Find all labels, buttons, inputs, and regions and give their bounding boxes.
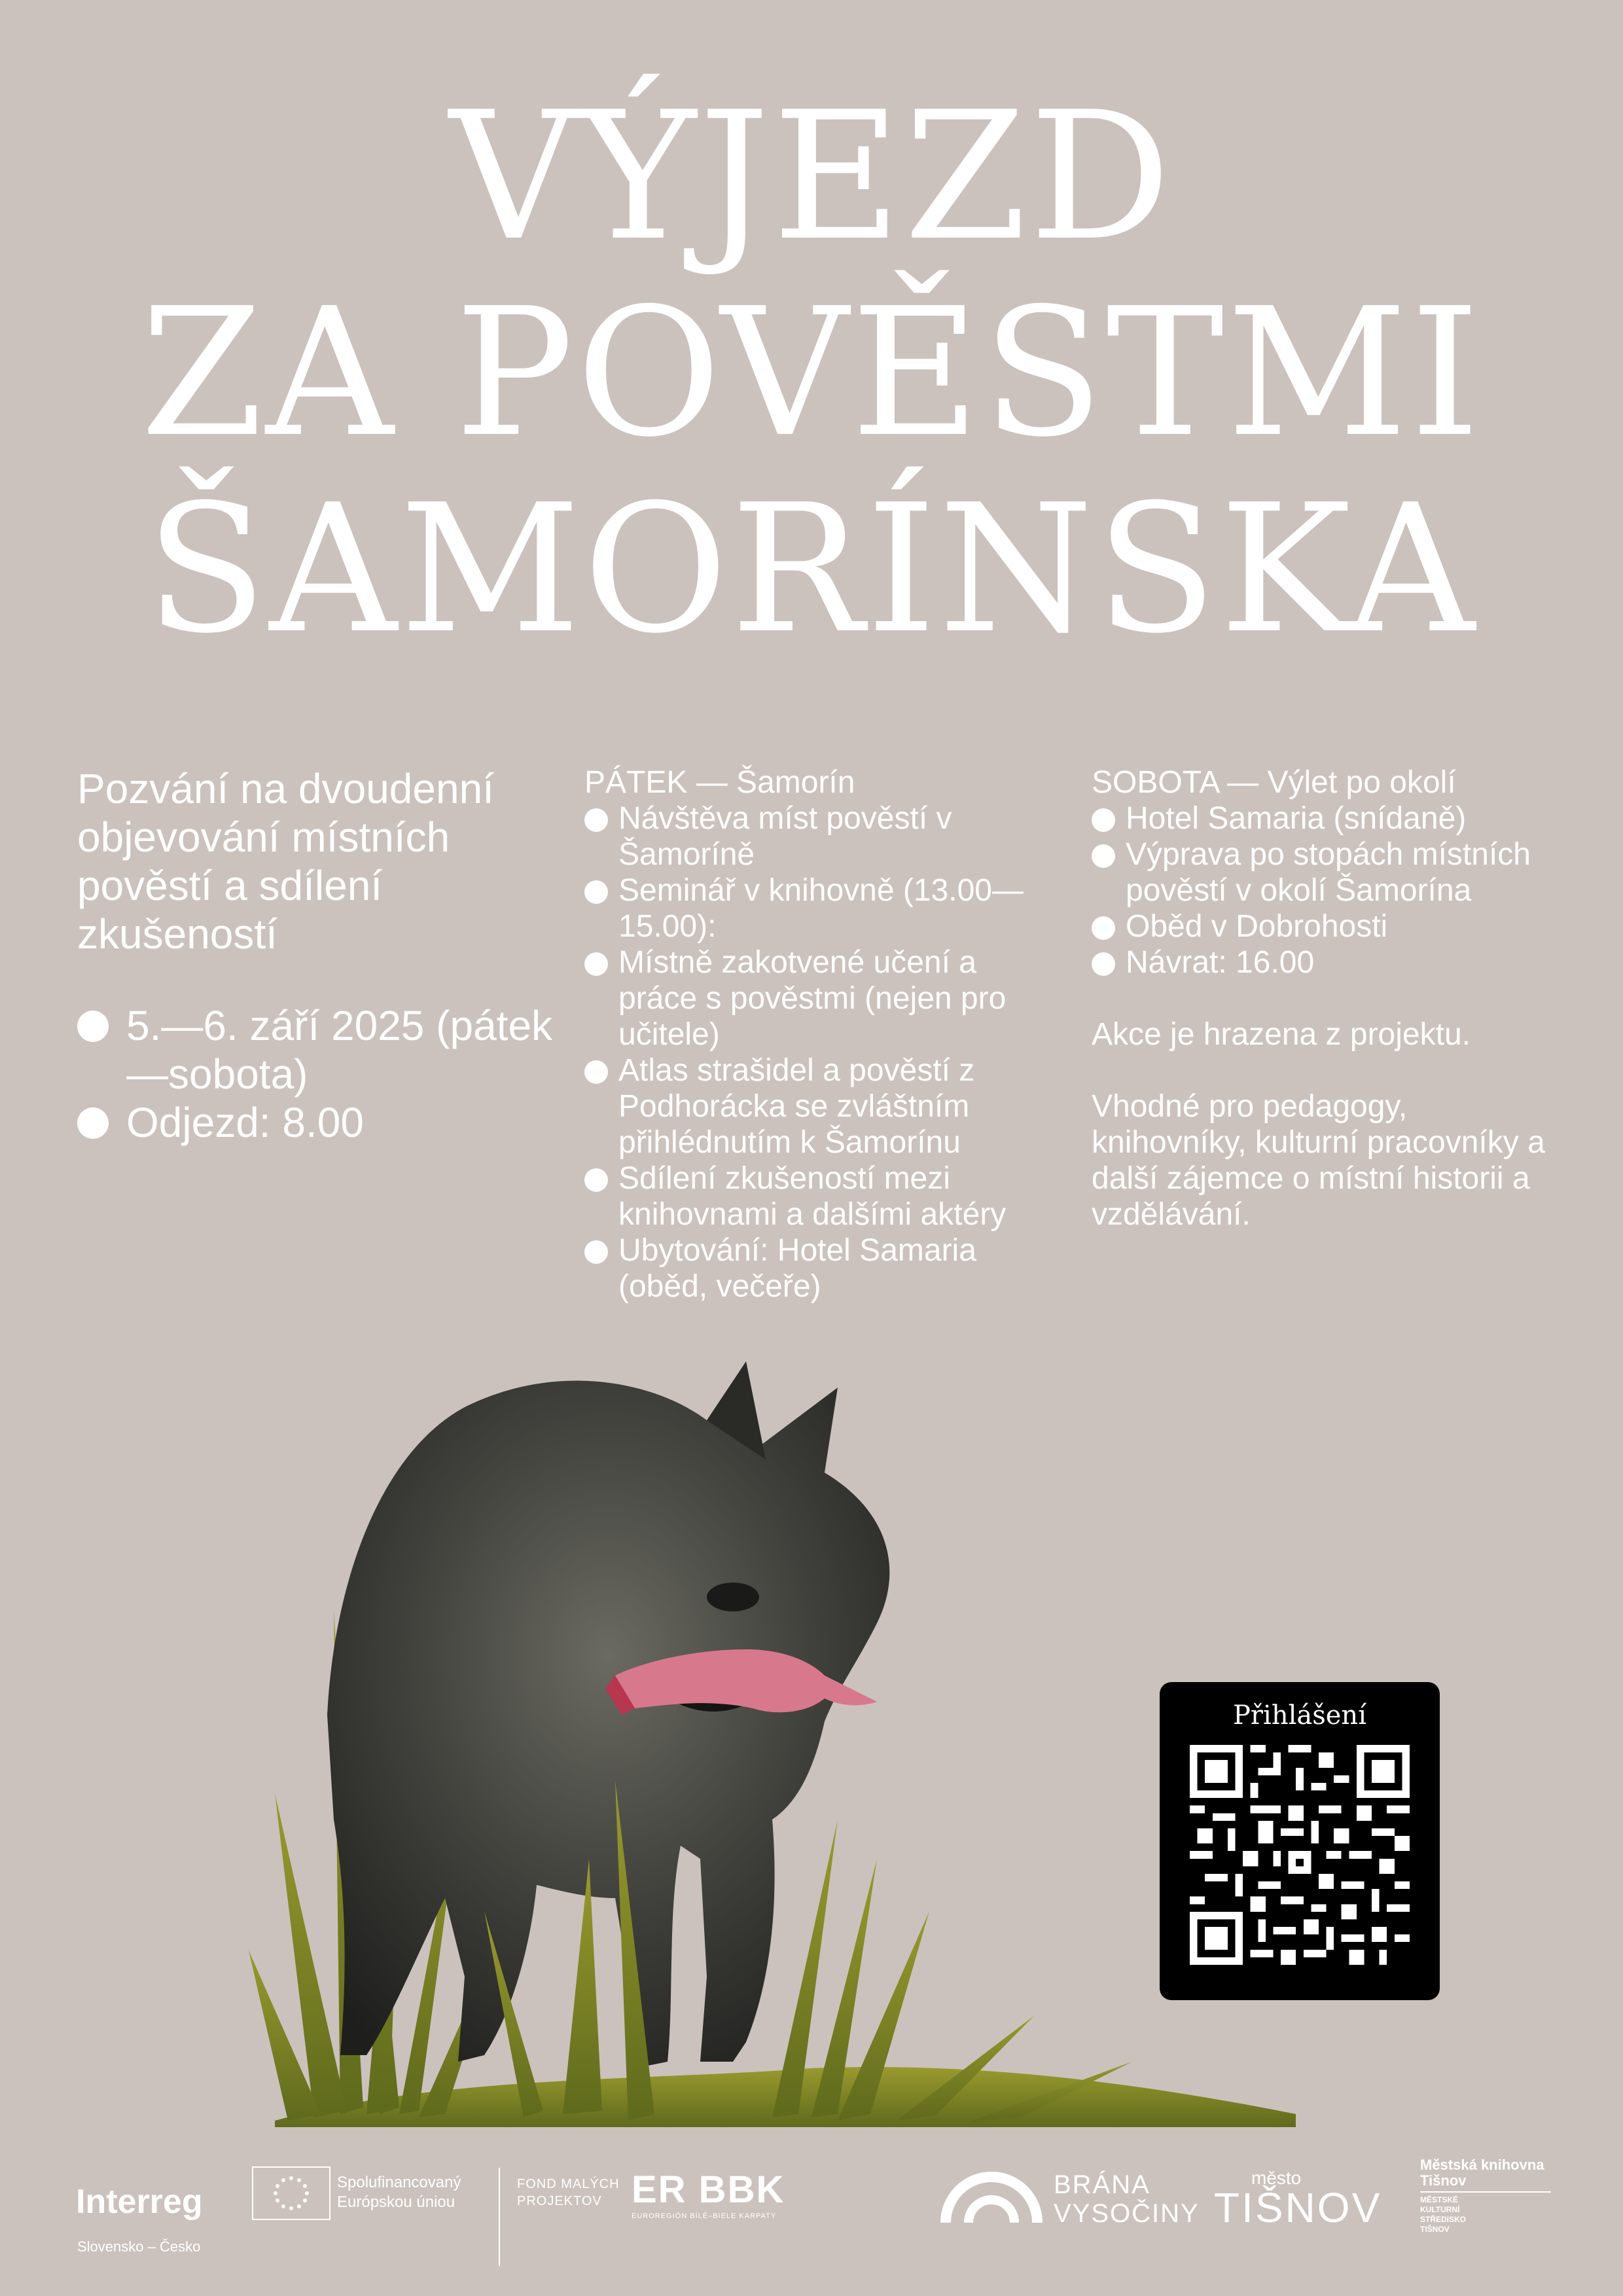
bullet-icon bbox=[1092, 952, 1115, 976]
list-item: Výprava po stopách místních pověstí v okolí Šamorína bbox=[1092, 836, 1563, 908]
eu-text: Spolufinancovaný Európskou úniou bbox=[337, 2174, 461, 2211]
bullet-icon bbox=[584, 1168, 608, 1192]
friday-column bbox=[584, 764, 1043, 1304]
intro-column bbox=[77, 764, 555, 1147]
saturday-program-list bbox=[1092, 800, 1563, 980]
funding-note: Akce je hrazena z projektu. bbox=[1092, 1017, 1471, 1052]
bullet-icon bbox=[77, 1107, 109, 1139]
bullet-icon bbox=[1092, 916, 1115, 940]
list-item: Atlas strašidel a pověstí z Podhorácka se zvláštním přihlédnutím k Šamorínu bbox=[584, 1052, 1043, 1160]
registration-qr-card[interactable] bbox=[1160, 1682, 1440, 2000]
page-title bbox=[0, 73, 1623, 672]
bullet-icon bbox=[584, 1060, 608, 1084]
bullet-icon bbox=[584, 880, 608, 904]
date-info-list bbox=[77, 1001, 555, 1147]
fmp-text: FOND MALÝCH PROJEKTOV bbox=[517, 2177, 620, 2208]
list-item: Oběd v Dobrohosti bbox=[1092, 908, 1563, 944]
bullet-icon bbox=[584, 1240, 608, 1264]
eu-flag-icon bbox=[252, 2166, 330, 2220]
saturday-heading: SOBOTA — Výlet po okolí bbox=[1092, 765, 1456, 800]
bullet-icon bbox=[1092, 844, 1115, 868]
partner-logos bbox=[0, 2153, 1623, 2284]
title-line-1: VÝJEZD bbox=[449, 73, 1174, 279]
friday-heading: PÁTEK — Šamorín bbox=[584, 765, 855, 800]
title-line-3: ŠAMORÍNSKA bbox=[145, 466, 1478, 672]
brana-arch-icon bbox=[939, 2172, 1044, 2224]
departure-item: Odjezd: 8.00 bbox=[77, 1098, 555, 1147]
list-item: Návštěva míst pověstí v Šamoríně bbox=[584, 800, 1043, 872]
interreg-logo: Interreg bbox=[76, 2183, 203, 2221]
brana-text-2: VYSOČINY bbox=[1054, 2199, 1200, 2228]
tisnov-small: město bbox=[1251, 2168, 1302, 2188]
saturday-column bbox=[1092, 764, 1563, 1232]
mk-title: Městská knihovna Tišnov bbox=[1420, 2157, 1551, 2193]
tisnov-logo: TIŠNOV bbox=[1214, 2184, 1382, 2231]
bullet-icon bbox=[584, 808, 608, 832]
list-item: Seminář v knihovně (13.00—15.00): bbox=[584, 872, 1043, 944]
list-item: Hotel Samaria (snídaně) bbox=[1092, 800, 1563, 836]
erbbk-subtitle: EUROREGIÓN BÍLÉ–BIELE KARPATY bbox=[632, 2212, 777, 2220]
bullet-icon bbox=[77, 1011, 109, 1042]
qr-code[interactable] bbox=[1190, 1745, 1410, 1965]
interreg-subtitle: Slovensko – Česko bbox=[77, 2238, 201, 2255]
list-item: Návrat: 16.00 bbox=[1092, 944, 1563, 980]
erbbk-logo: ER BBK bbox=[632, 2168, 785, 2211]
divider bbox=[499, 2168, 500, 2266]
list-item: Místně zakotvené učení a práce s pověstmi (nejen pro učitele) bbox=[584, 944, 1043, 1052]
brana-text-1: BRÁNA bbox=[1054, 2170, 1150, 2199]
list-item: Ubytování: Hotel Samaria (oběd, večeře) bbox=[584, 1232, 1043, 1304]
friday-program-list bbox=[584, 800, 1043, 1304]
title-line-2: ZA POVĚSTMI bbox=[140, 270, 1483, 476]
date-item: 5.—6. září 2025 (pátek—sobota) bbox=[77, 1001, 555, 1098]
qr-label: Přihlášení bbox=[1233, 1700, 1366, 1731]
bullet-icon bbox=[1092, 808, 1115, 832]
bullet-icon bbox=[584, 952, 608, 976]
audience-note: Vhodné pro pedagogy, knihovníky, kulturní pracovníky a další zájemce o místní historii a vzdělávání. bbox=[1092, 1089, 1545, 1232]
intro-text: Pozvání na dvoudenní objevování místních pověstí a sdílení zkušeností bbox=[77, 765, 494, 958]
mk-subtitle: MĚSTSKÉ KULTURNÍ STŘEDISKO TIŠNOV bbox=[1420, 2195, 1467, 2234]
list-item: Sdílení zkušeností mezi knihovnami a dalšími aktéry bbox=[584, 1160, 1043, 1232]
